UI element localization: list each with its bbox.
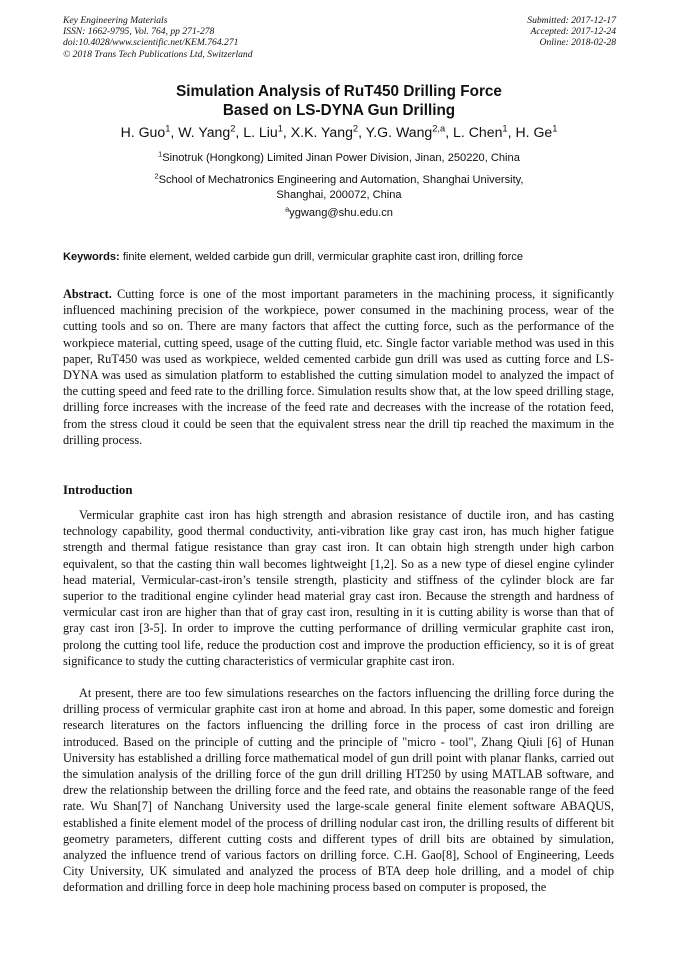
introduction-paragraph-2: At present, there are too few simulations researches on the factors influencing the drilling force during the drilling process of vermicular graphite cast iron at home and abroad. In this paper, some domestic and foreign research literatures on the factors influencing the drilling force in the process of cast iron drilling are introduced. Based on the principle of cutting and the principle of "micro - tool", Zhang Qiuli [6] of Hunan University has established a drilling force mathematical model of gun drill point with planar flanks, carried out the simulation analysis of the drilling force of the gun drill drilling HT250 by using MATLAB software, and drew the relationship between the drilling force and the feed rate, and obtains the reasonable range of the feed rate. Wu Shan[7] of Nanchang University used the large-scale general finite element software ABAQUS, established a finite element model of the process of drilling nodular cast iron, the drilling results of different bit geometry parameters, different cutting costs and different types of drill bits are obtained by simulation, analyzed the influence trend of various factors on drilling force. C.H. Gao[8], School of Engineering, Leeds City University, UK simulated and analyzed the process of BTA deep hole drilling, and a model of chip deformation and drilling force in deep hole machining process based on computer is proposed, the (63, 686, 614, 895)
author-name: X.K. Yang (290, 124, 353, 140)
introduction-paragraph-1: Vermicular graphite cast iron has high strength and abrasion resistance of ductile iron, and has casting technology capability, good thermal conductivity, anti-vibration like gray cast iron, has much higher fatigue strength and thermal fatigue resistance than gray cast iron. It can obtain high strength under high carbon equivalent, so that the casting thin wall becomes lightweight [1,2]. So as a new type of diesel engine cylinder head material, Vermicular-cast-iron’s tensile strength, plasticity and stiffness of the cylinder block are far superior to the traditional engine cylinder head material gray cast iron. Because the strength and hardness of vermicular cast iron are higher than that of gray cast iron, resulting in it is cutting ability is worse than that of gray cast iron [3-5]. In order to improve the cutting performance of drilling vermicular graphite cast iron, prolong the cutting tool life, reduce the production cost and improve the production efficiency, so it is of great significance to study the cutting characteristics of vermicular graphite cast iron. (63, 508, 614, 668)
author-name: W. Yang (178, 124, 231, 140)
author-affiliation-mark: 1 (277, 123, 283, 134)
journal-name: Key Engineering Materials (63, 15, 168, 26)
title-line-1: Simulation Analysis of RuT450 Drilling Force (176, 83, 502, 100)
email-mark: a (285, 204, 290, 214)
author-name: H. Guo (120, 124, 166, 140)
author-name: H. Ge (515, 124, 553, 140)
abstract-paragraph (63, 286, 614, 448)
affiliation-2-mark: 2 (154, 171, 159, 181)
keywords-label: Keywords: (63, 251, 120, 263)
affiliation-1-mark: 1 (158, 149, 163, 159)
affiliation-2-line-1: School of Mechatronics Engineering and Automation, Shanghai University, (158, 174, 524, 186)
abstract-label: Abstract. (63, 287, 112, 301)
author-name: L. Liu (243, 124, 278, 140)
submitted-date: Submitted: 2017-12-17 (527, 15, 616, 26)
journal-header-right (527, 15, 616, 49)
journal-issn: ISSN: 1662-9795, Vol. 764, pp 271-278 (63, 26, 215, 38)
online-date: Online: 2018-02-28 (539, 37, 616, 49)
author-name: Y.G. Wang (365, 124, 433, 140)
accepted-date: Accepted: 2017-12-24 (530, 26, 616, 38)
author-affiliation-mark: 1 (552, 123, 558, 134)
paper-title (0, 82, 678, 120)
journal-header-left (63, 15, 253, 60)
keywords-text: finite element, welded carbide gun drill, vermicular graphite cast iron, drilling force (122, 251, 523, 263)
author-affiliation-mark: 1 (502, 123, 508, 134)
abstract-text: Cutting force is one of the most important parameters in the machining process, it significantly influenced machining precision of the workpiece, power consumed in the machining process, wear of the cutting tools and so on. There are many factors that affect the cutting force, such as the performance of the workpiece material, cutting speed, usage of the cutting fluid, etc. Single factor variable method was used in this paper, RuT450 was used as workpiece, welded cemented carbide gun drill was used as cutting force and LS-DYNA was used as simulation platform to established the cutting simulation model to analyzed the impact of the cutting speed and feed rate to the drilling force. Simulation results show that, at the low speed drilling stage, drilling force increases with the increase of the feed rate and decreases with the increase of the rotation feed, from the stress cloud it could be seen that the equivalent stress near the drill tip reached the maximum in the drilling process. (63, 287, 614, 447)
author-name: L. Chen (453, 124, 503, 140)
author-list: H. Guo$^1$, W. Yang$^2$, L. Liu$^1$, X.K. Yang$^2$, Y.G. Wang$^{2,a}$, L. Chen$^1$, H. Ge$^1$ (120, 123, 558, 140)
title-line-2: Based on LS-DYNA Gun Drilling (222, 102, 456, 119)
author-affiliation-mark: 1 (165, 123, 171, 134)
author-affiliation-mark: 2 (352, 123, 359, 134)
keywords-line (63, 251, 623, 263)
author-affiliation-mark: 2,a (432, 123, 446, 134)
affiliation-1-text: Sinotruk (Hongkong) Limited Jinan Power Division, Jinan, 250220, China (162, 152, 520, 164)
journal-copyright: © 2018 Trans Tech Publications Ltd, Switzerland (63, 48, 253, 60)
affiliation-1 (0, 151, 678, 166)
email-link[interactable]: ygwang@shu.edu.cn (289, 207, 393, 219)
author-affiliation-mark: 2 (230, 123, 236, 134)
affiliation-2 (0, 173, 678, 202)
journal-doi[interactable]: doi:10.4028/www.scientific.net/KEM.764.271 (63, 37, 239, 49)
introduction-heading: Introduction (63, 483, 133, 497)
affiliation-2-line-2: Shanghai, 200072, China (276, 188, 402, 201)
corresponding-email (0, 206, 678, 221)
